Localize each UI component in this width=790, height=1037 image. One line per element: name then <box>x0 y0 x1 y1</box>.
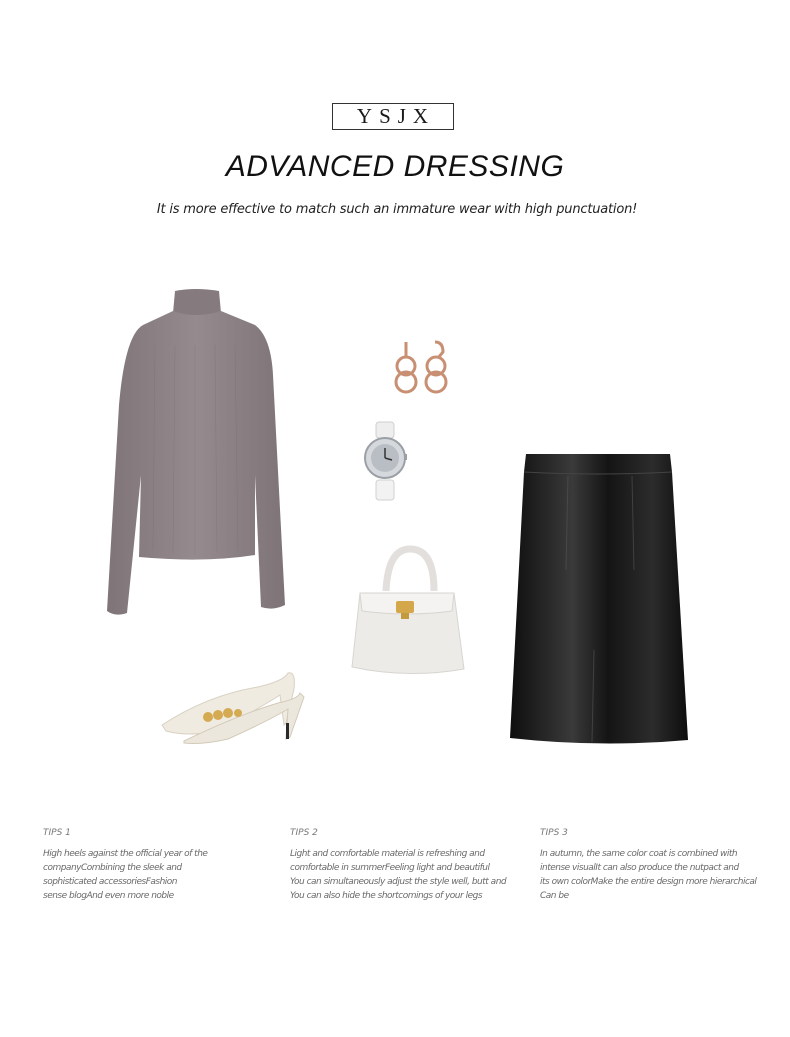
tip-3-line-4: Can be <box>540 891 569 901</box>
page-subtitle: It is more effective to match such an immature wear with high punctuation! <box>156 202 638 217</box>
leather-skirt-image <box>508 450 692 746</box>
tip-1-line-3: sophisticated accessoriesFashion <box>43 877 177 887</box>
tip-2-line-3: You can simultaneously adjust the style well, butt and <box>290 877 507 887</box>
tip-2-line-4: You can also hide the shortcomings of your legs <box>290 891 483 901</box>
tip-2-label: TIPS 2 <box>290 828 318 838</box>
brand-logo <box>332 103 454 130</box>
tip-3-line-2: intense visualIt can also produce the nutpact and <box>540 863 739 873</box>
tip-1 <box>43 828 283 903</box>
tip-3 <box>540 828 780 903</box>
brand-logo-text: YSJX <box>356 104 436 128</box>
tip-3-label: TIPS 3 <box>540 828 568 838</box>
tip-1-line-2: companyCombining the sleek and <box>43 863 182 873</box>
tip-2-line-2: comfortable in summerFeeling light and beautiful <box>290 863 490 873</box>
tip-1-line-4: sense blogAnd even more noble <box>43 891 174 901</box>
page-title: ADVANCED DRESSING <box>225 150 565 183</box>
handbag-image <box>348 545 466 679</box>
tip-1-label: TIPS 1 <box>43 828 71 838</box>
tip-3-line-3: its own colorMake the entire design more hierarchical <box>540 877 757 887</box>
turtleneck-sweater-image <box>95 285 295 620</box>
slingback-heels-image <box>158 665 308 747</box>
earrings-image <box>388 338 458 398</box>
tip-1-line-1: High heels against the official year of the <box>43 849 208 859</box>
tip-3-line-1: In autumn, the same color coat is combined with <box>540 849 738 859</box>
tip-2 <box>290 828 530 903</box>
wristwatch-image <box>360 420 408 502</box>
tip-2-line-1: Light and comfortable material is refreshing and <box>290 849 485 859</box>
